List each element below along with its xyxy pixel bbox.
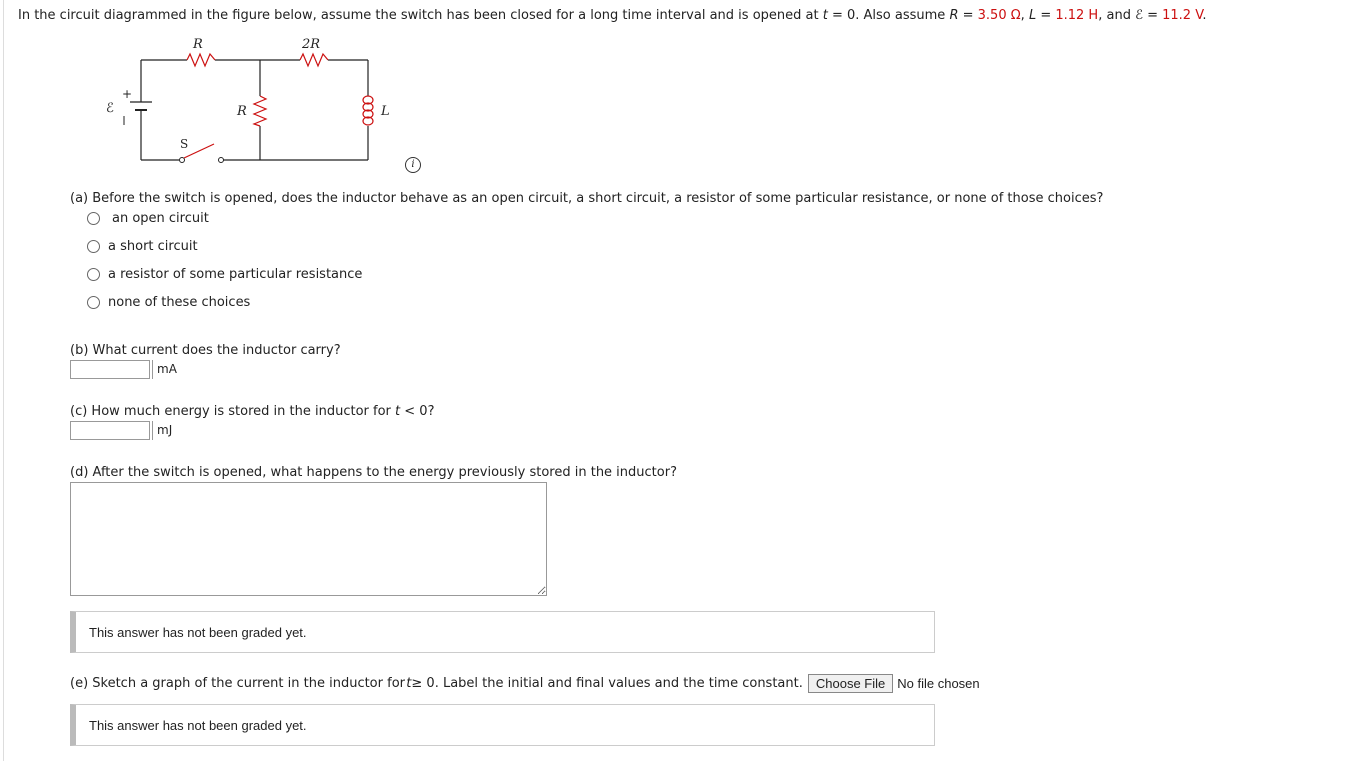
- intro-l: L: [1028, 8, 1037, 23]
- option-none[interactable]: [87, 295, 250, 310]
- intro-text: , and: [1098, 8, 1136, 23]
- label-l: L: [381, 104, 390, 119]
- label-r-top: R: [193, 37, 203, 52]
- answer-c-row: [70, 421, 187, 440]
- intro-text: In the circuit diagrammed in the figure below, assume the switch has been closed for a long time interval and is opened at: [18, 8, 823, 23]
- unit-mj: mJ: [152, 421, 187, 440]
- resistor-r-mid: [254, 96, 266, 126]
- graded-status: This answer has not been graded yet.: [70, 611, 935, 653]
- intro-r: R: [949, 8, 959, 23]
- radio-button[interactable]: [87, 296, 100, 309]
- problem-intro: [18, 8, 1207, 23]
- option-open-circuit[interactable]: [87, 211, 209, 226]
- label-emf: ℰ: [106, 101, 114, 116]
- question-text: (c) How much energy is stored in the inductor for: [70, 404, 396, 419]
- option-label: a resistor of some particular resistance: [108, 267, 363, 282]
- choose-file-button[interactable]: Choose File: [808, 674, 893, 693]
- intro-text: ,: [1020, 8, 1029, 23]
- no-file-status: No file chosen: [897, 676, 980, 691]
- switch-blade: [184, 144, 214, 158]
- intro-text: = 0. Also assume: [827, 8, 950, 23]
- intro-t: t: [822, 8, 828, 23]
- question-t: t: [406, 676, 412, 691]
- switch-terminal: [219, 158, 224, 163]
- circuit-diagram: [100, 30, 410, 170]
- radio-button[interactable]: [87, 268, 100, 281]
- intro-text: =: [1142, 8, 1163, 23]
- radio-button[interactable]: [87, 240, 100, 253]
- intro-emf: ℰ: [1135, 8, 1143, 23]
- current-input[interactable]: [70, 360, 150, 379]
- label-s: S: [180, 137, 189, 151]
- question-text: (e) Sketch a graph of the current in the inductor for: [70, 676, 405, 691]
- answer-d-textarea[interactable]: [70, 482, 547, 596]
- question-d: (d) After the switch is opened, what happens to the energy previously stored in the inductor?: [70, 465, 677, 480]
- question-b: (b) What current does the inductor carry?: [70, 343, 341, 358]
- unit-ma: mA: [152, 360, 187, 379]
- intro-text: .: [1202, 8, 1207, 23]
- graded-status: This answer has not been graded yet.: [70, 704, 935, 746]
- switch-terminal: [180, 158, 185, 163]
- question-c: [70, 404, 434, 419]
- emf-value: 11.2 V: [1162, 8, 1203, 23]
- question-a: (a) Before the switch is opened, does the inductor behave as an open circuit, a short circuit, a resistor of some particular resistance, or none of those choices?: [70, 191, 1104, 206]
- intro-text: =: [958, 8, 978, 23]
- question-e: [70, 674, 980, 693]
- resistor-2r: [300, 54, 328, 66]
- intro-text: =: [1036, 8, 1056, 23]
- option-short-circuit[interactable]: [87, 239, 198, 254]
- label-2r: 2R: [302, 37, 321, 52]
- option-label: an open circuit: [112, 211, 209, 226]
- option-label: a short circuit: [108, 239, 198, 254]
- circuit-wires: [141, 60, 368, 160]
- label-r-mid: R: [237, 104, 247, 119]
- inductor-coil: [363, 96, 373, 125]
- resistor-r-top: [187, 54, 215, 66]
- label-plus: +: [122, 87, 133, 101]
- option-resistor[interactable]: [87, 267, 362, 282]
- question-text: < 0?: [400, 404, 435, 419]
- energy-input[interactable]: [70, 421, 150, 440]
- r-value: 3.50 Ω: [977, 8, 1021, 23]
- answer-b-row: [70, 360, 187, 379]
- question-t: t: [395, 404, 401, 419]
- l-value: 1.12 H: [1055, 8, 1099, 23]
- option-label: none of these choices: [108, 295, 251, 310]
- radio-button[interactable]: [87, 212, 100, 225]
- question-text: ≥ 0. Label the initial and final values and the time constant.: [411, 676, 803, 691]
- info-icon[interactable]: i: [405, 157, 421, 173]
